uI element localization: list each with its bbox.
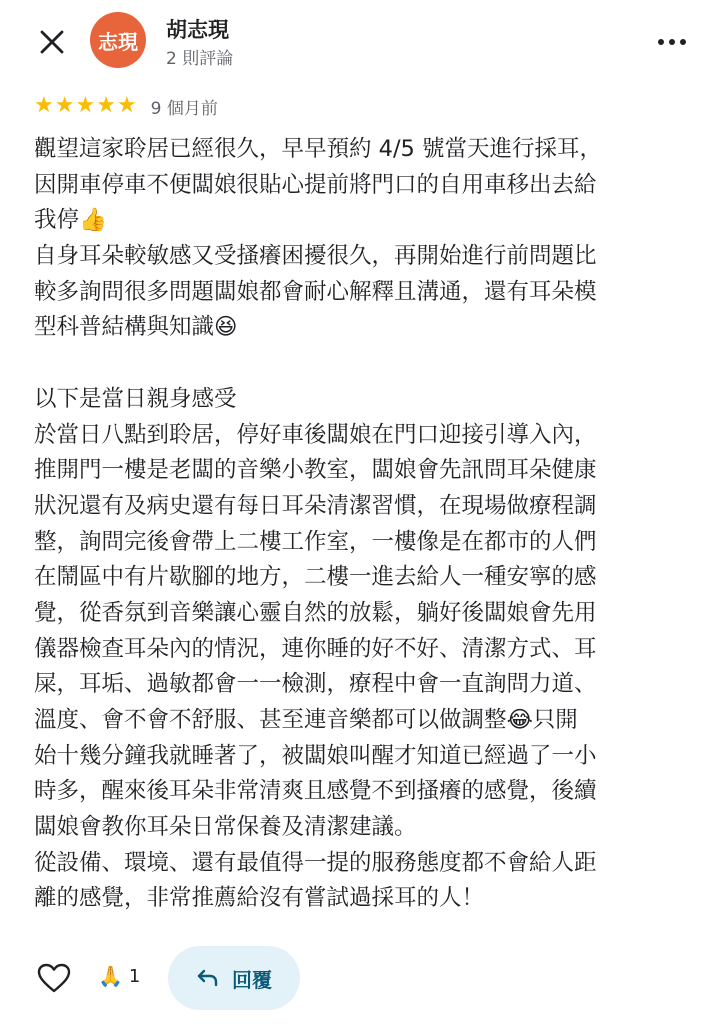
review-line: 自身耳朵較敏感又受搔癢困擾很久，再開始進行前問題比 [34, 243, 597, 270]
review-line: 屎，耳垢、過敏都會一一檢測，療程中會一直詢問力道、 [34, 671, 597, 698]
review-line: 於當日八點到聆居，停好車後闆娘在門口迎接引導入內， [34, 421, 597, 448]
more-vert-icon-dot [669, 39, 675, 45]
review-header [0, 0, 722, 84]
review-line [34, 346, 694, 382]
reaction-summary[interactable] [98, 964, 140, 988]
review-line: 觀望這家聆居已經很久，早早預約 4/5 號當天進行採耳， [34, 136, 603, 162]
review-line: 覺，從香氛到音樂讓心靈自然的放鬆，躺好後闆娘會先用 [34, 599, 597, 626]
close-icon [39, 29, 65, 55]
star-icon: ★ [96, 93, 116, 118]
close-button[interactable] [32, 22, 72, 62]
review-line: 儀器檢查耳朵內的情況，連你睡的好不好、清潔方式、耳 [34, 635, 597, 662]
reviewer-name[interactable]: 胡志現 [166, 18, 229, 42]
review-line: 整，詢問完後會帶上二樓工作室，一樓像是在都市的人們 [34, 528, 597, 555]
star-icon: ★ [116, 93, 137, 118]
review-line: 因開車停車不便闆娘很貼心提前將門口的自用車移出去給 [34, 171, 597, 198]
star-icon: ★ [54, 93, 75, 118]
reply-arrow-icon [196, 968, 220, 988]
more-vert-icon-dot [680, 39, 686, 45]
review-line: 從設備、環境、還有最值得一提的服務態度都不會給人距 [34, 849, 597, 876]
review-line: 狀況還有及病史還有每日耳朵清潔習慣，在現場做療程調 [34, 492, 597, 519]
avatar[interactable]: 志現 [90, 12, 146, 68]
star-icon: ★ [34, 93, 54, 118]
pray-emoji: 🙏 [98, 964, 123, 988]
review-line: 離的感覺，非常推薦給沒有嘗試過採耳的人！ [34, 885, 485, 912]
review-line: 在鬧區中有片歇腳的地方，二樓一進去給人一種安寧的感 [34, 564, 597, 591]
more-options-button[interactable] [652, 24, 692, 60]
reaction-count: 1 [128, 965, 141, 987]
review-line: 時多，醒來後耳朵非常清爽且感覺不到搔癢的感覺，後續 [34, 778, 597, 805]
reply-label: 回覆 [232, 967, 272, 992]
review-line: 推開門一樓是老闆的音樂小教室，闆娘會先訊問耳朵健康 [34, 457, 597, 484]
review-time: 9 個月前 [150, 98, 218, 119]
review-line: 闆娘會教你耳朵日常保養及清潔建議。 [34, 814, 417, 841]
more-vert-icon [658, 39, 664, 45]
review-line: 較多詢問很多問題闆娘都會耐心解釋且溝通，還有耳朵模 [34, 278, 597, 305]
review-line: 以下是當日親身感受 [34, 385, 237, 412]
like-button[interactable] [34, 960, 74, 996]
review-line: 溫度、會不會不舒服、甚至連音樂都可以做調整😂只開 [34, 707, 578, 733]
review-actions [0, 944, 722, 1014]
star-icon: ★ [75, 93, 96, 118]
reply-button[interactable] [168, 946, 300, 1010]
review-line: 始十幾分鐘我就睡著了，被闆娘叫醒才知道已經過了一小 [34, 742, 597, 769]
rating-row [34, 92, 218, 120]
review-line: 我停👍 [34, 207, 108, 234]
heart-outline-icon [37, 963, 71, 993]
reviewer-review-count: 2 則評論 [166, 49, 234, 69]
star-rating [34, 95, 137, 117]
review-text [34, 132, 694, 917]
review-line: 型科普結構與知識😆 [34, 314, 238, 341]
